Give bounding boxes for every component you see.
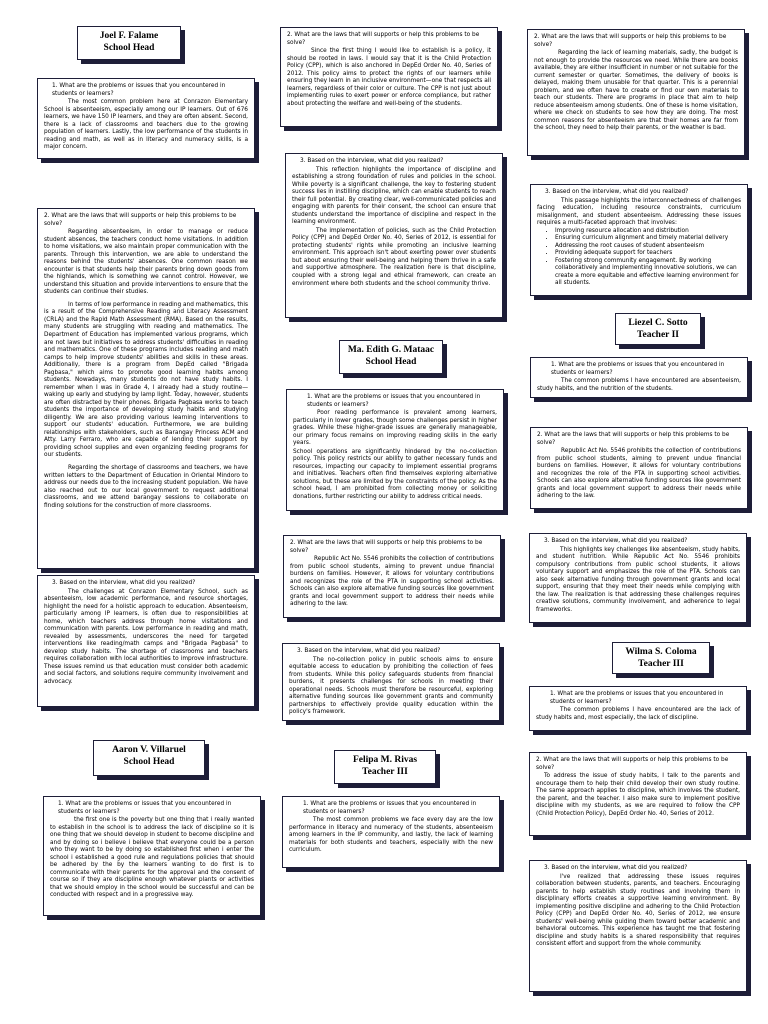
question-1: 1. What are the problems or issues that you encountered in students or learners?	[307, 394, 481, 408]
list-item: • Ensuring curriculum alignment and timely material delivery	[555, 235, 741, 243]
person-name: Aaron V. Villaruel	[112, 745, 186, 755]
policy-q2-box	[280, 27, 498, 127]
sotto-q1-box	[530, 357, 748, 398]
person-name: Wilma S. Coloma	[625, 647, 697, 657]
falame-q3-box	[37, 575, 255, 707]
person-role: Teacher III	[362, 767, 408, 778]
falame-q2-box	[37, 208, 255, 569]
answer-text: The common problems I have encountered are absenteeism, study habits, and the nutrition of the students.	[537, 378, 741, 392]
question-3: 3. Based on the interview, what did you realized?	[297, 648, 441, 654]
person-role: School Head	[123, 757, 175, 768]
answer-text: Regarding the lack of learning materials, sadly, the budget is not enough to provide the resources we need. While there are books available, they are either insufficient in number or not suitable for the current semester or quarter. Sometimes, the delivery of books is delayed, making them unusable for that quarter. This is a perennial problem, and we often have to create or find our own materials to teach our students. There are programs in place that aim to help reduce absenteeism among students. One of these is home visitation, where we check on students to see how they are doing. The most common reasons for absenteeism are that their homes are far from the school, they need to help their parents, or the weather is bad.	[534, 50, 738, 132]
person-role: School Head	[103, 43, 155, 54]
answer-paragraph: Poor reading performance is prevalent among learners, particularly in lower grades, though some challenges persist in higher grades. While these higher-grade issues are generally manageable, our primary focus remains on improving reading skills in the early years.	[293, 410, 497, 447]
question-1: 1. What are the problems or issues that you encountered in students or learners?	[303, 801, 477, 815]
answer-text: Since the first thing I would like to establish is a policy, it should be rooted in laws. I would say that it is the Child Protection Policy (CPP), which is also anchored in DepEd Order No. 40, Series of 2012. This policy aims to protect the rights of our learners while ensuring they learn in an inclusive environment—one that respects all learners, regardless of their color or culture. The CPP is not just about implementing rules to exert power or enforce compliance, but rather about protecting the welfare and well-being of the students.	[287, 48, 492, 107]
question-3: 3. Based on the interview, what did you realized?	[300, 158, 444, 164]
sotto-q2-box	[530, 427, 748, 509]
list-item: • Providing adequate support for teachers	[555, 250, 741, 258]
name-card-mataac	[339, 340, 443, 374]
answer-text: The challenges at Conrazon Elementary School, such as absenteeism, low academic performance, and resource shortages, highlight the need for a holistic approach to education. Absenteeism, particularly among IP learners, is often due to responsibilities at home, which teachers address through home visitations and communication with parents. Low performance in reading and math, revealed by assessments, underscores the need for targeted interventions like reading/math camps and "Brigada Pagbasa" to develop study habits. The shortage of classrooms and teachers requires collaboration with local authorities to improve infrastructure. These issues remind us that education must consider both academic and social factors, and solutions require community involvement and advocacy.	[44, 588, 248, 685]
answer-paragraph: In terms of low performance in reading and mathematics, this is a result of the Comprehensive Reading and Literacy Assessment (CRLA) and the Rapid Math Assessment (RMA). Based on the results, many students are struggling with reading and mathematics. The Department of Education has implemented various programs, which are not laws but initiatives to address students' difficulties in reading and mathematics. One of these programs includes reading and math camps to help improve students' abilities and skills in these areas. Additionally, there is a program from DepEd called "Brigada Pagbasa," which aims to promote good learning habits among students. Nowadays, many students do not have study habits. I remember when I was in Grade 4, I already had a study routine—waking up early and studying by lamp light. Today, however, students are often distracted by their phones. Brigada Pagbasa works to teach students the importance of developing study habits and studying diligently. We are also providing various learning interventions to support our students' education. Furthermore, we are building relationships with stakeholders, such as Barangay Princess ACM and Atty. Larry Ferraro, who are capable of lending their support by providing school supplies and even organizing feeding programs for our students.	[44, 301, 248, 459]
answer-text: This passage highlights the interconnectedness of challenges facing education, including resource constraints, curriculum misalignment, and student absenteeism. Addressing these issues requires a multi-faceted approach that involves:	[537, 197, 741, 227]
question-2: 2. What are the laws that will supports or help this problems to be solve?	[287, 32, 480, 46]
falame-q1-box	[37, 78, 255, 159]
coloma-q2-box	[529, 752, 747, 836]
question-3: 3. Based on the interview, what did you realized?	[52, 580, 196, 586]
answer-paragraph: This reflection highlights the importance of discipline and establishing a strong foundation of rules and policies in the school. While poverty is a significant challenge, the key to fostering student success lies in instilling discipline, which can enable students to reach their full potential. By creating clear, well-communicated policies and engaging with parents for their consent, the school can ensure that students understand the importance of discipline and respect in the learning environment.	[292, 166, 496, 226]
person-name: Joel F. Falame	[99, 31, 159, 41]
name-card-coloma	[612, 642, 710, 674]
mataac-q2-box	[283, 535, 501, 618]
mataac-q1-box	[286, 389, 504, 511]
question-2: 2. What are the laws that will supports or help this problems to be solve?	[534, 34, 727, 48]
question-1: 1. What are the problems or issues that you encountered in students or learners?	[58, 801, 232, 815]
list-item: • Fostering strong community engagement. By working collaboratively and implementing innovative solutions, we can create a more equitable and effective learning environment for all students.	[555, 258, 741, 288]
answer-text: the first one is the poverty but one thing that i really wanted to establish in the school is to address the lack of discipline so it is one thing that we should develop in student to become discipline and and by doing so i believe i believe that everyone could be a person who they want to be by doing so established first when i enter the school i established a good rule and regulations policies that should be adhered by the by the learners wanting to do first is to communicate with their parents for the approval and the consent of course so if they are discipline enough whatever plants or activities that we should employ in the school would be successful and can be conducted with respect and in a progressive way.	[50, 817, 254, 899]
answer-paragraph: Regarding absenteeism, in order to manage or reduce student absences, the teachers conduct home visitations. In addition to home visitations, we also maintain proper communication with the parents. Through this intervention, we are able to understand the reasons behind the students' absences. One common reason we encounter is that students help their parents bring down goods from the highlands, which is something we cannot control. However, we understand this situation and provide interventions to ensure that the students can continue their studies.	[44, 229, 248, 296]
answer-text: The no-collection policy in public schools aims to ensure equitable access to education by prohibiting the collection of fees from students. While this policy safeguards students from financial burdens, it presents challenges for schools in meeting their operational needs. Schools must therefore be resourceful, exploring alternative funding sources like government grants and community partnerships to effectively provide quality education within the policy's framework.	[289, 656, 493, 716]
strategy-list	[555, 228, 741, 288]
coloma-q3-box	[529, 860, 747, 992]
question-2: 2. What are the laws that will supports or help this problems to be solve?	[290, 540, 483, 554]
person-name: Ma. Edith G. Mataac	[347, 345, 435, 355]
name-card-falame	[77, 26, 181, 60]
answer-text: I've realized that addressing these issues requires collaboration between students, parents, and teachers. Encouraging parents to help establish study routines and involving them in disciplinary efforts creates a supportive learning environment. By implementing positive discipline and adhering to the Child Protection Policy (CPP) and DepEd Order No. 40, Series of 2012, we ensure students' well-being while guiding them toward better academic and behavioral outcomes. This experience has taught me that fostering discipline and study habits is a shared responsibility that requires consistent effort and support from the whole community.	[536, 873, 740, 948]
list-item: • Addressing the root causes of student absenteeism	[555, 243, 741, 251]
answer-text: Republic Act No. 5546 prohibits the collection of contributions from public school students, aiming to prevent undue financial burdens on families. However, it allows for voluntary contributions and recognizes the role of the PTA in supporting school activities. Schools can also explore alternative funding sources like government grants and local government support to address their needs while adhering to the law.	[537, 448, 741, 500]
question-2: 2. What are the laws that will supports or help this problems to be solve?	[44, 213, 237, 227]
question-2: 2. What are the laws that will supports or help this problems to be solve?	[537, 432, 730, 446]
person-role: Teacher II	[637, 330, 679, 341]
answer-text: The common problems I have encountered are the lack of study habits and, most especially, the lack of discipline.	[536, 707, 740, 721]
name-card-sotto	[615, 313, 701, 345]
sotto-q3-box	[529, 533, 747, 623]
policy-q3-box	[285, 153, 503, 318]
answer-text: The most common problem here at Conrazon Elementary School is absenteeism, especially among our IP learners. Out of 676 learners, we have 150 IP learners, and they are often absent. Second, there is a lack of classrooms and teachers due to the growing population of learners. Lastly, the low performance of the students in reading and math, as well as in literacy and numeracy skills, is a major concern.	[44, 99, 248, 151]
person-role: Teacher III	[638, 659, 684, 670]
question-1: 1. What are the problems or issues that you encountered in students or learners?	[52, 83, 226, 97]
name-card-rivas	[334, 750, 436, 784]
question-3: 3. Based on the interview, what did you realized?	[545, 189, 689, 195]
answer-text: This highlights key challenges like absenteeism, study habits, and student nutrition. While Republic Act No. 5546 prohibits compulsory contributions from public school students, it allows voluntary support and emphasizes the role of the PTA. Schools can also seek alternative funding through government grants and local support, ensuring that they meet their needs while complying with the law. The realization is that addressing these challenges requires creative solutions, community involvement, and adherence to legal frameworks.	[536, 546, 740, 613]
answer-text: Republic Act No. 5546 prohibits the collection of contributions from public school students, aiming to prevent undue financial burdens on families. However, it allows for voluntary contributions and recognizes the role of the PTA in supporting school activities. Schools can also explore alternative funding sources like government grants and local government support to address their needs while adhering to the law.	[290, 556, 494, 608]
person-name: Felipa M. Rivas	[352, 755, 418, 765]
name-card-villaruel	[93, 740, 205, 776]
answer-text: To address the issue of study habits, I talk to the parents and encourage them to help their child develop their own study routine. The same approach applies to discipline, which involves the student, the parent, and the teacher. I also make sure to implement positive discipline with my students, as we are required to follow the CPP (Child Protection Policy), DepEd Order No. 40, Series of 2012.	[536, 773, 740, 817]
resources-q3-box	[530, 184, 748, 296]
answer-paragraph: School operations are significantly hindered by the no-collection policy. This policy restricts our ability to gather necessary funds and resources, impacting our capacity to implement essential programs and initiatives. Teachers often find themselves exploring alternative solutions, but these are limited by the constraints of the policy. As the school head, I am prohibited from collecting money or soliciting donations, further restricting our ability to address critical needs.	[293, 448, 497, 500]
answer-paragraph: Regarding the shortage of classrooms and teachers, we have written letters to the Department of Education in Oriental Mindoro to address our needs due to the increasing student population. We have also reached out to our local government to request additional classrooms, and we attend barangay sessions to collaborate on finding solutions for the construction of more classrooms.	[44, 465, 248, 509]
resources-q2-box	[527, 29, 745, 156]
answer-paragraph: The implementation of policies, such as the Child Protection Policy (CPP) and DepEd Order No. 40, Series of 2012, is essential for protecting students' rights while promoting an inclusive learning environment. This approach isn't about exerting power over students but about ensuring their well-being and helping them thrive in a safe and supportive atmosphere. The realization here is that discipline, coupled with a strong legal and ethical framework, can create an environment where both students and the school community thrive.	[292, 227, 496, 287]
person-role: School Head	[365, 357, 417, 368]
person-name: Liezel C. Sotto	[628, 318, 688, 328]
question-3: 3. Based on the interview, what did you realized?	[544, 538, 688, 544]
mataac-q3-box	[282, 643, 500, 721]
question-1: 1. What are the problems or issues that you encountered in students or learners?	[550, 691, 724, 705]
question-2: 2. What are the laws that will supports or help this problems to be solve?	[536, 757, 729, 771]
coloma-q1-box	[529, 686, 747, 731]
rivas-q1-box	[282, 796, 500, 868]
answer-text: The most common problems we face every day are the low performance in literacy and numeracy of the students, absenteeism among learners in the IP community, and lastly, the lack of learning materials for both students and teachers, especially with the new curriculum.	[289, 817, 493, 854]
list-item: • Improving resource allocation and distribution	[555, 228, 741, 236]
question-3: 3. Based on the interview, what did you realized?	[544, 865, 688, 871]
question-1: 1. What are the problems or issues that you encountered in students or learners?	[551, 362, 725, 376]
villaruel-q1-box	[43, 796, 261, 916]
